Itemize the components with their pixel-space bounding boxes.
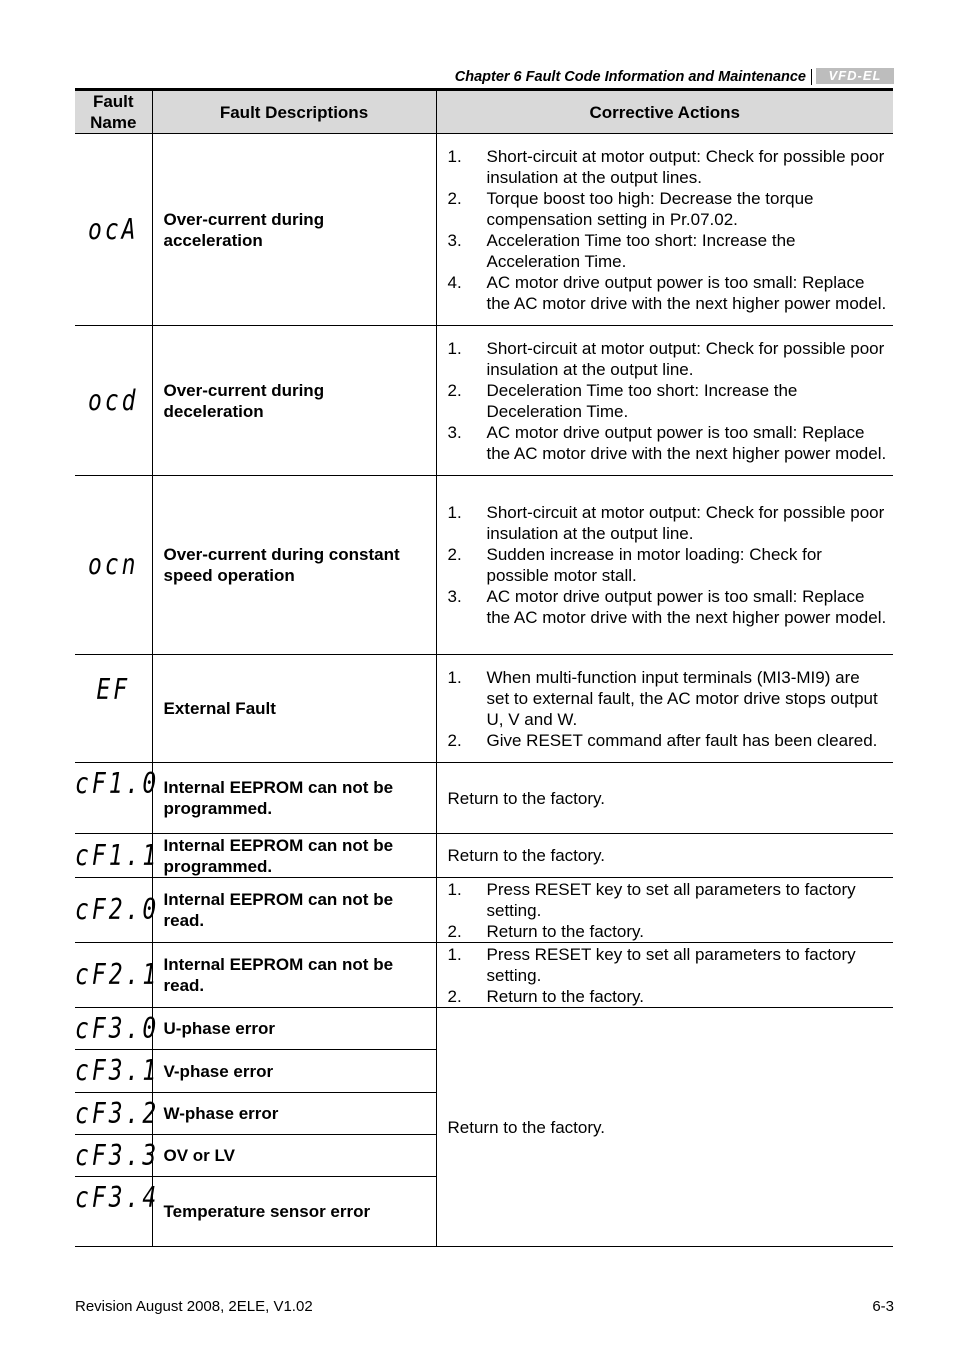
page-number: 6-3 [872, 1298, 894, 1315]
fault-code-display: cF3.1 [75, 1054, 160, 1088]
fault-description: Over-current during deceleration [152, 326, 436, 476]
action-list [448, 502, 888, 628]
fault-description: Internal EEPROM can not be read. [152, 878, 436, 943]
corrective-action-text: Return to the factory. [436, 834, 893, 878]
fault-description: U-phase error [152, 1008, 436, 1050]
fault-code-display: cF3.0 [75, 1012, 160, 1045]
list-item: 2. Sudden increase in motor loading: Check for possible motor stall. [447, 545, 822, 585]
corrective-actions [436, 134, 893, 326]
fault-code-cell [75, 1008, 160, 1050]
column-header-fault-descriptions: Fault Descriptions [152, 91, 436, 134]
fault-code-display: ocA [87, 213, 139, 246]
fault-code-table [75, 91, 893, 1247]
list-item: 3. AC motor drive output power is too small: Replace the AC motor drive with the next higher power model. [447, 587, 887, 627]
fault-code-display: EF [96, 673, 131, 707]
fault-code-display: ocd [87, 384, 139, 417]
list-item: 1. Short-circuit at motor output: Check for possible poor insulation at the output line. [447, 338, 885, 379]
list-item: 3. Acceleration Time too short: Increase the Acceleration Time. [447, 230, 796, 271]
fault-code-display: ocn [87, 548, 139, 582]
corrective-actions [436, 655, 893, 763]
fault-code-cell [75, 326, 152, 476]
column-header-corrective-actions: Corrective Actions [436, 91, 893, 134]
list-item: 4. AC motor drive output power is too small: Replace the AC motor drive with the next higher power model. [447, 272, 887, 313]
fault-code-cell [75, 1135, 160, 1177]
action-list [448, 944, 888, 1007]
fault-description: W-phase error [152, 1093, 436, 1135]
fault-code-cell [75, 763, 160, 834]
header-separator [811, 69, 812, 85]
fault-code-cell [75, 834, 160, 878]
fault-code-cell [75, 134, 152, 326]
list-item: 1. Short-circuit at motor output: Check for possible poor insulation at the output lines. [447, 146, 885, 187]
fault-code-display: cF1.0 [75, 767, 160, 801]
fault-code-cell [75, 655, 152, 763]
chapter-title: Chapter 6 Fault Code Information and Maintenance [454, 69, 806, 85]
list-item: 2. Torque boost too high: Decrease the torque compensation setting in Pr.07.02. [447, 188, 814, 229]
table-row [75, 878, 893, 943]
column-header-fault-name: Fault Name [75, 91, 152, 134]
table-row [75, 476, 893, 655]
product-logo: VFD-EL [816, 68, 894, 84]
fault-code-cell [75, 476, 152, 655]
corrective-action-text-merged: Return to the factory. [436, 1008, 893, 1247]
list-item: 1. Press RESET key to set all parameters to factory setting. [447, 879, 856, 920]
fault-code-cell [75, 1093, 160, 1135]
fault-code-cell [75, 943, 160, 1008]
table-row [75, 1008, 893, 1050]
fault-description: Internal EEPROM can not be read. [152, 943, 436, 1008]
table-row [75, 134, 893, 326]
list-item: 1. Short-circuit at motor output: Check for possible poor insulation at the output line. [447, 503, 885, 543]
corrective-actions [436, 476, 893, 655]
fault-code-display: cF3.3 [75, 1139, 160, 1172]
fault-description: Internal EEPROM can not be programmed. [152, 763, 436, 834]
fault-code-cell [75, 878, 160, 943]
table-row [75, 763, 893, 834]
action-list [448, 667, 888, 751]
table-row [75, 326, 893, 476]
action-list [448, 338, 888, 464]
list-item: 3. AC motor drive output power is too small: Replace the AC motor drive with the next higher power model. [447, 422, 887, 463]
fault-code-display: cF1.1 [75, 839, 160, 872]
fault-description: OV or LV [152, 1135, 436, 1177]
fault-description: Internal EEPROM can not be programmed. [152, 834, 436, 878]
corrective-actions [436, 878, 893, 943]
list-item: 1. Press RESET key to set all parameters to factory setting. [447, 944, 856, 985]
fault-description: Over-current during constant speed operation [152, 476, 436, 655]
table-header-row [75, 91, 893, 134]
list-item: 2. Give RESET command after fault has been cleared. [447, 730, 878, 750]
table-row [75, 655, 893, 763]
fault-description: Temperature sensor error [152, 1177, 436, 1247]
fault-code-display: cF3.2 [75, 1097, 160, 1130]
corrective-action-text: Return to the factory. [436, 763, 893, 834]
fault-description: Over-current during acceleration [152, 134, 436, 326]
action-list [448, 146, 888, 314]
table-row [75, 834, 893, 878]
list-item: 2. Return to the factory. [447, 921, 644, 941]
fault-code-display: cF2.0 [75, 893, 160, 927]
fault-description: V-phase error [152, 1050, 436, 1093]
fault-description: External Fault [152, 655, 436, 763]
revision-footer: Revision August 2008, 2ELE, V1.02 [75, 1298, 313, 1315]
corrective-actions [436, 943, 893, 1008]
fault-code-cell [75, 1177, 160, 1247]
table-row [75, 943, 893, 1008]
fault-code-display: cF3.4 [75, 1181, 160, 1215]
list-item: 1. When multi-function input terminals (MI3-MI9) are set to external fault, the AC motor drive stops output U, V and W. [447, 667, 878, 729]
fault-code-cell [75, 1050, 160, 1093]
fault-code-display: cF2.1 [75, 958, 160, 992]
corrective-actions [436, 326, 893, 476]
list-item: 2. Return to the factory. [447, 986, 644, 1006]
action-list [448, 879, 888, 942]
list-item: 2. Deceleration Time too short: Increase the Deceleration Time. [447, 380, 798, 421]
